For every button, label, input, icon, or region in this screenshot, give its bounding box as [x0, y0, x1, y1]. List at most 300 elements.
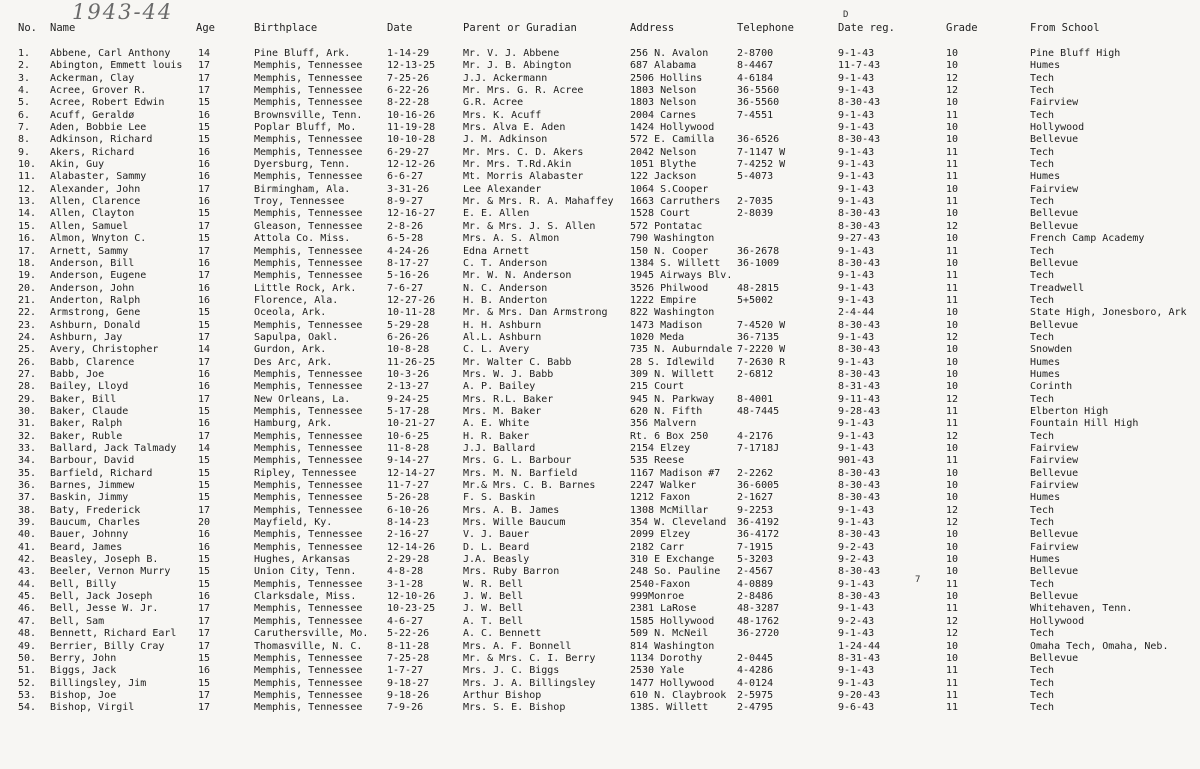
telephone: 4-0124 — [737, 677, 774, 689]
grade: 11 — [946, 455, 959, 467]
table-row — [0, 517, 1200, 529]
birth-date: 1-14-29 — [387, 48, 430, 59]
telephone: 36-7135 — [737, 331, 780, 343]
header-birthplace: Birthplace — [254, 22, 318, 34]
student-name: Ashburn, Donald — [50, 319, 141, 331]
age: 17 — [198, 393, 211, 405]
from-school: Omaha Tech, Omaha, Neb. — [1030, 640, 1169, 652]
from-school: Fairview — [1030, 455, 1079, 467]
table-row — [0, 418, 1200, 430]
row-number: 54. — [18, 702, 37, 714]
age: 17 — [198, 603, 211, 615]
student-name: Acuff, Geraldø — [50, 109, 135, 121]
telephone: 7-4252 W — [737, 159, 786, 171]
parent-name: Mrs. J. C. Biggs — [463, 665, 560, 677]
table-row — [0, 122, 1200, 134]
age: 17 — [198, 615, 211, 627]
birth-date: 3-31-26 — [387, 183, 430, 195]
age: 14 — [198, 344, 211, 356]
telephone: 2-8700 — [737, 48, 774, 59]
grade: 10 — [946, 529, 959, 541]
birth-date: 2-16-27 — [387, 529, 430, 541]
table-row — [0, 480, 1200, 492]
row-number: 8. — [18, 134, 31, 146]
birth-date: 8-22-28 — [387, 97, 430, 109]
date-registered: 9-1-43 — [838, 85, 875, 97]
date-registered: 9-1-43 — [838, 430, 875, 442]
date-registered: 8-30-43 — [838, 368, 881, 380]
grade: 10 — [946, 554, 959, 566]
grade: 10 — [946, 356, 959, 368]
date-registered: 9-1-43 — [838, 109, 875, 121]
age: 15 — [198, 319, 211, 331]
table-row — [0, 233, 1200, 245]
from-school: Fairview — [1030, 480, 1079, 492]
parent-name: G.R. Acree — [463, 97, 524, 109]
address: 2247 Walker — [630, 480, 697, 492]
birth-date: 4-6-27 — [387, 615, 424, 627]
age: 16 — [198, 146, 211, 158]
from-school: Humes — [1030, 492, 1061, 504]
date-registered: 9-1-43 — [838, 677, 875, 689]
student-name: Bailey, Lloyd — [50, 381, 129, 393]
birthplace: Union City, Tenn. — [254, 566, 357, 578]
table-row — [0, 678, 1200, 690]
age: 17 — [198, 628, 211, 640]
date-registered: 8-30-43 — [838, 319, 881, 331]
grade: 10 — [946, 480, 959, 492]
row-number: 17. — [18, 245, 37, 257]
age: 14 — [198, 48, 211, 59]
grade: 11 — [946, 665, 959, 677]
student-name: Baskin, Jimmy — [50, 492, 129, 504]
from-school: Tech — [1030, 665, 1055, 677]
row-number: 46. — [18, 603, 37, 615]
birth-date: 10-3-26 — [387, 368, 430, 380]
table-row — [0, 455, 1200, 467]
birth-date: 7-6-27 — [387, 282, 424, 294]
header-name: Name — [50, 22, 76, 34]
age: 15 — [198, 554, 211, 566]
student-name: Beasley, Joseph B. — [50, 554, 159, 566]
date-registered: 9-1-43 — [838, 665, 875, 677]
telephone: 2-5975 — [737, 689, 774, 701]
grade: 12 — [946, 393, 959, 405]
birthplace: Poplar Bluff, Mo. — [254, 122, 357, 134]
table-row — [0, 307, 1200, 319]
birth-date: 12-16-27 — [387, 208, 436, 220]
birth-date: 10-21-27 — [387, 418, 436, 430]
address: 1051 Blythe — [630, 159, 697, 171]
telephone: 2-2262 — [737, 467, 774, 479]
birthplace: Memphis, Tennessee — [254, 381, 363, 393]
grade: 12 — [946, 85, 959, 97]
grade: 11 — [946, 689, 959, 701]
parent-name: Mrs. Alva E. Aden — [463, 122, 566, 134]
parent-name: C. T. Anderson — [463, 257, 548, 269]
parent-name: Mrs. G. L. Barbour — [463, 455, 572, 467]
student-name: Baty, Frederick — [50, 504, 141, 516]
address: 1167 Madison #7 — [630, 467, 721, 479]
birth-date: 9-18-26 — [387, 689, 430, 701]
age: 17 — [198, 183, 211, 195]
row-number: 44. — [18, 578, 37, 590]
age: 16 — [198, 159, 211, 171]
date-registered: 8-30-43 — [838, 467, 881, 479]
row-number: 11. — [18, 171, 37, 183]
row-number: 23. — [18, 319, 37, 331]
student-name: Anderton, Ralph — [50, 294, 141, 306]
birthplace: Memphis, Tennessee — [254, 529, 363, 541]
grade: 11 — [946, 109, 959, 121]
date-registered: 9-2-43 — [838, 541, 875, 553]
date-registered: 8-30-43 — [838, 257, 881, 269]
table-row — [0, 616, 1200, 628]
date-registered: 9-2-43 — [838, 615, 875, 627]
birth-date: 1-7-27 — [387, 665, 424, 677]
student-name: Acree, Grover R. — [50, 85, 147, 97]
grade: 10 — [946, 60, 959, 72]
birthplace: Memphis, Tennessee — [254, 603, 363, 615]
birthplace: Memphis, Tennessee — [254, 405, 363, 417]
row-number: 10. — [18, 159, 37, 171]
date-registered: 8-30-43 — [838, 134, 881, 146]
address: 122 Jackson — [630, 171, 697, 183]
telephone: 8-4001 — [737, 393, 774, 405]
parent-name: Mr. & Mrs. Dan Armstrong — [463, 307, 608, 319]
student-name: Allen, Samuel — [50, 220, 129, 232]
birth-date: 8-9-27 — [387, 196, 424, 208]
row-number: 15. — [18, 220, 37, 232]
address: 620 N. Fifth — [630, 405, 703, 417]
birthplace: Memphis, Tennessee — [254, 480, 363, 492]
student-name: Adkinson, Richard — [50, 134, 153, 146]
parent-name: D. L. Beard — [463, 541, 530, 553]
from-school: Humes — [1030, 356, 1061, 368]
date-registered: 8-31-43 — [838, 652, 881, 664]
age: 17 — [198, 430, 211, 442]
address: 2182 Carr — [630, 541, 685, 553]
table-row — [0, 529, 1200, 541]
from-school: Tech — [1030, 146, 1055, 158]
date-registered: 9-1-43 — [838, 356, 875, 368]
row-number: 18. — [18, 257, 37, 269]
birthplace: Memphis, Tennessee — [254, 702, 363, 714]
date-registered: 9-1-43 — [838, 282, 875, 294]
from-school: Tech — [1030, 393, 1055, 405]
birthplace: Memphis, Tennessee — [254, 60, 363, 72]
birth-date: 6-6-27 — [387, 171, 424, 183]
telephone: 2-8486 — [737, 591, 774, 603]
age: 16 — [198, 591, 211, 603]
birthplace: Gurdon, Ark. — [254, 344, 327, 356]
address: 945 N. Parkway — [630, 393, 715, 405]
birthplace: Memphis, Tennessee — [254, 541, 363, 553]
table-row — [0, 492, 1200, 504]
telephone: 5-4073 — [737, 171, 774, 183]
parent-name: Mrs. A. F. Bonnell — [463, 640, 572, 652]
parent-name: Mr. V. J. Abbene — [463, 48, 560, 59]
age: 17 — [198, 85, 211, 97]
from-school: Fairview — [1030, 97, 1079, 109]
grade: 11 — [946, 603, 959, 615]
table-row — [0, 159, 1200, 171]
row-number: 6. — [18, 109, 31, 121]
table-row — [0, 505, 1200, 517]
header-from-school: From School — [1030, 22, 1100, 34]
birthplace: Memphis, Tennessee — [254, 208, 363, 220]
grade: 11 — [946, 171, 959, 183]
table-row — [0, 579, 1200, 591]
student-name: Ballard, Jack Talmady — [50, 443, 177, 454]
from-school: Fairview — [1030, 541, 1079, 553]
date-registered: 1-24-44 — [838, 640, 881, 652]
age: 17 — [198, 356, 211, 368]
from-school: Humes — [1030, 368, 1061, 380]
telephone: 48-1762 — [737, 615, 780, 627]
row-number: 41. — [18, 541, 37, 553]
age: 17 — [198, 220, 211, 232]
from-school: Tech — [1030, 196, 1055, 208]
from-school: Fountain Hill High — [1030, 418, 1139, 430]
parent-name: Mr. W. N. Anderson — [463, 270, 572, 282]
from-school: French Camp Academy — [1030, 233, 1145, 245]
header-date-reg: Date reg. — [838, 22, 895, 34]
from-school: Tech — [1030, 72, 1055, 84]
grade: 10 — [946, 640, 959, 652]
from-school: Tech — [1030, 159, 1055, 171]
age: 17 — [198, 689, 211, 701]
row-number: 14. — [18, 208, 37, 220]
parent-name: Mrs. J. A. Billingsley — [463, 677, 596, 689]
age: 15 — [198, 122, 211, 134]
telephone: 9-2253 — [737, 504, 774, 516]
birth-date: 6-26-26 — [387, 331, 430, 343]
date-registered: 9-1-43 — [838, 294, 875, 306]
row-number: 1. — [18, 48, 31, 59]
birth-date: 10-11-28 — [387, 307, 436, 319]
student-name: Alexander, John — [50, 183, 141, 195]
student-name: Babb, Clarence — [50, 356, 135, 368]
grade: 11 — [946, 270, 959, 282]
birthplace: Memphis, Tennessee — [254, 72, 363, 84]
birth-date: 4-8-28 — [387, 566, 424, 578]
address: 572 Pontatac — [630, 220, 703, 232]
table-row — [0, 443, 1200, 455]
date-registered: 9-1-43 — [838, 331, 875, 343]
age: 15 — [198, 134, 211, 146]
date-registered: 2-4-44 — [838, 307, 875, 319]
student-name: Bauer, Johnny — [50, 529, 129, 541]
grade: 12 — [946, 504, 959, 516]
student-name: Ackerman, Clay — [50, 72, 135, 84]
birthplace: Memphis, Tennessee — [254, 368, 363, 380]
age: 15 — [198, 208, 211, 220]
date-registered: 9-1-43 — [838, 48, 875, 59]
student-name: Alabaster, Sammy — [50, 171, 147, 183]
grade: 10 — [946, 122, 959, 134]
birth-date: 2-8-26 — [387, 220, 424, 232]
from-school: Bellevue — [1030, 529, 1079, 541]
date-registered: 8-30-43 — [838, 566, 881, 578]
parent-name: Arthur Bishop — [463, 689, 542, 701]
grade: 10 — [946, 591, 959, 603]
table-row — [0, 85, 1200, 97]
student-name: Allen, Clarence — [50, 196, 141, 208]
from-school: Tech — [1030, 517, 1055, 529]
date-registered: 8-30-43 — [838, 208, 881, 220]
parent-name: Mt. Morris Alabaster — [463, 171, 584, 183]
birthplace: Florence, Ala. — [254, 294, 339, 306]
from-school: Tech — [1030, 677, 1055, 689]
parent-name: A. C. Bennett — [463, 628, 542, 640]
student-name: Bell, Billy — [50, 578, 117, 590]
parent-name: Mrs. S. E. Bishop — [463, 702, 566, 714]
birth-date: 11-26-25 — [387, 356, 436, 368]
row-number: 33. — [18, 443, 37, 454]
row-number: 30. — [18, 405, 37, 417]
student-name: Baucum, Charles — [50, 517, 141, 529]
table-row — [0, 431, 1200, 443]
age: 16 — [198, 541, 211, 553]
birth-date: 9-24-25 — [387, 393, 430, 405]
birthplace: Birmingham, Ala. — [254, 183, 351, 195]
age: 16 — [198, 665, 211, 677]
row-number: 47. — [18, 615, 37, 627]
parent-name: Mrs. Ruby Barron — [463, 566, 560, 578]
grade: 11 — [946, 196, 959, 208]
table-row — [0, 270, 1200, 282]
telephone: 8-4467 — [737, 60, 774, 72]
student-name: Anderson, Eugene — [50, 270, 147, 282]
row-number: 38. — [18, 504, 37, 516]
age: 17 — [198, 245, 211, 257]
table-row — [0, 110, 1200, 122]
date-registered: 11-7-43 — [838, 60, 881, 72]
from-school: Tech — [1030, 628, 1055, 640]
birth-date: 6-22-26 — [387, 85, 430, 97]
birthplace: Pine Bluff, Ark. — [254, 48, 351, 59]
age: 17 — [198, 60, 211, 72]
address: 1528 Court — [630, 208, 691, 220]
parent-name: Mr. Mrs. C. D. Akers — [463, 146, 584, 158]
age: 17 — [198, 702, 211, 714]
address: 248 So. Pauline — [630, 566, 721, 578]
birth-date: 10-6-25 — [387, 430, 430, 442]
table-row — [0, 73, 1200, 85]
grade: 10 — [946, 368, 959, 380]
header-no: No. — [18, 22, 37, 34]
date-registered: 9-6-43 — [838, 702, 875, 714]
date-registered: 9-1-43 — [838, 603, 875, 615]
parent-name: H. H. Ashburn — [463, 319, 542, 331]
telephone: 2-4567 — [737, 566, 774, 578]
student-name: Bennett, Richard Earl — [50, 628, 177, 640]
date-registered: 8-30-43 — [838, 97, 881, 109]
telephone: 36-2720 — [737, 628, 780, 640]
table-row — [0, 171, 1200, 183]
table-row — [0, 221, 1200, 233]
grade: 12 — [946, 72, 959, 84]
birth-date: 9-14-27 — [387, 455, 430, 467]
from-school: Bellevue — [1030, 652, 1079, 664]
birth-date: 2-13-27 — [387, 381, 430, 393]
telephone: 5-3203 — [737, 554, 774, 566]
telephone: 48-2815 — [737, 282, 780, 294]
birth-date: 12-13-25 — [387, 60, 436, 72]
address: 1020 Meda — [630, 331, 685, 343]
row-number: 35. — [18, 467, 37, 479]
birth-date: 4-24-26 — [387, 245, 430, 257]
student-name: Biggs, Jack — [50, 665, 117, 677]
row-number: 3. — [18, 72, 31, 84]
age: 15 — [198, 233, 211, 245]
address: 1803 Nelson — [630, 85, 697, 97]
from-school: Bellevue — [1030, 134, 1079, 146]
birth-date: 7-25-26 — [387, 72, 430, 84]
birth-date: 10-10-28 — [387, 134, 436, 146]
student-name: Arnett, Sammy — [50, 245, 129, 257]
from-school: Bellevue — [1030, 220, 1079, 232]
birthplace: Clarksdale, Miss. — [254, 591, 357, 603]
age: 16 — [198, 109, 211, 121]
from-school: Bellevue — [1030, 257, 1079, 269]
row-number: 37. — [18, 492, 37, 504]
address: 1477 Hollywood — [630, 677, 715, 689]
birthplace: Memphis, Tennessee — [254, 146, 363, 158]
grade: 10 — [946, 381, 959, 393]
from-school: Bellevue — [1030, 208, 1079, 220]
birthplace: Memphis, Tennessee — [254, 492, 363, 504]
address: 572 E. Camilla — [630, 134, 715, 146]
date-registered: 9-28-43 — [838, 405, 881, 417]
age: 17 — [198, 72, 211, 84]
telephone: 7-2630 R — [737, 356, 786, 368]
student-name: Barfield, Richard — [50, 467, 153, 479]
grade: 11 — [946, 677, 959, 689]
row-number: 50. — [18, 652, 37, 664]
age: 16 — [198, 257, 211, 269]
address: 999Monroe — [630, 591, 685, 603]
row-number: 26. — [18, 356, 37, 368]
address: 610 N. Claybrook — [630, 689, 727, 701]
header-age: Age — [196, 22, 215, 34]
address: 1585 Hollywood — [630, 615, 715, 627]
age: 16 — [198, 529, 211, 541]
date-registered: 9-1-43 — [838, 245, 875, 257]
student-name: Barbour, David — [50, 455, 135, 467]
row-number: 7. — [18, 122, 31, 134]
address: 2004 Carnes — [630, 109, 697, 121]
table-row — [0, 653, 1200, 665]
date-registered: 9-1-43 — [838, 196, 875, 208]
age: 15 — [198, 307, 211, 319]
address: 2154 Elzey — [630, 443, 691, 454]
grade: 10 — [946, 208, 959, 220]
student-name: Baker, Claude — [50, 405, 129, 417]
birth-date: 10-16-26 — [387, 109, 436, 121]
table-row — [0, 332, 1200, 344]
telephone: 7-1915 — [737, 541, 774, 553]
date-registered: 9-27-43 — [838, 233, 881, 245]
date-registered: 9-1-43 — [838, 72, 875, 84]
birthplace: Memphis, Tennessee — [254, 615, 363, 627]
grade: 10 — [946, 467, 959, 479]
birthplace: Hamburg, Ark. — [254, 418, 333, 430]
birthplace: Dyersburg, Tenn. — [254, 159, 351, 171]
parent-name: W. R. Bell — [463, 578, 524, 590]
date-registered: 9-2-43 — [838, 554, 875, 566]
